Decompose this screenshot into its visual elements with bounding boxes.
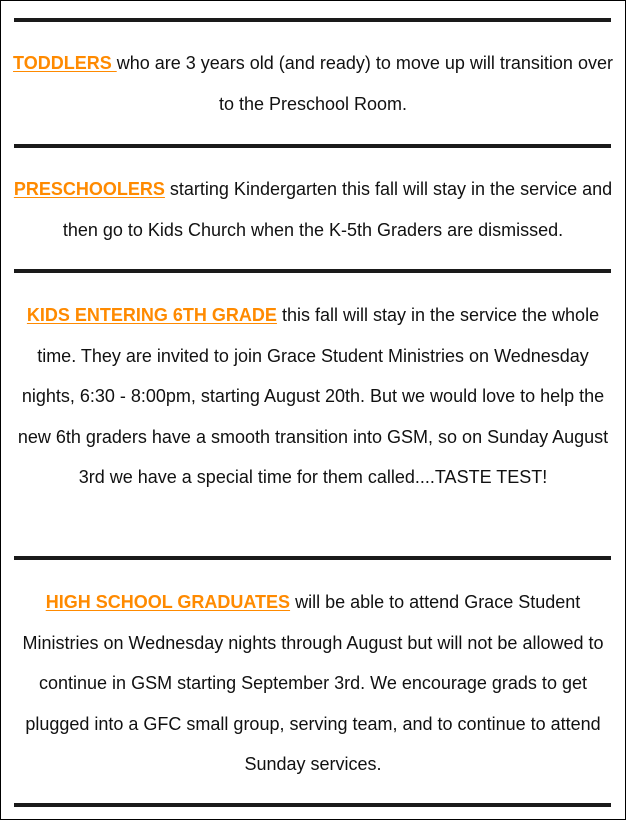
divider-rule xyxy=(14,556,611,560)
graduates-text: will be able to attend Grace Student Ministries on Wednesday nights through August but will not be allowed to continue in GSM starting September 3rd. We encourage grads to get plugged into a GFC small group, serving team, and to continue to attend Sunday services. xyxy=(22,592,604,774)
divider-rule xyxy=(14,803,611,807)
preschoolers-heading: PRESCHOOLERS xyxy=(13,179,165,199)
sixth-grade-heading: KIDS ENTERING 6TH GRADE xyxy=(26,305,277,325)
sixth-grade-section xyxy=(9,295,617,498)
preschoolers-text: starting Kindergarten this fall will stay in the service and then go to Kids Church when the K-5th Graders are dismissed. xyxy=(62,179,613,240)
preschoolers-section xyxy=(9,169,617,250)
toddlers-text: who are 3 years old (and ready) to move up will transition over to the Preschool Room. xyxy=(116,53,613,114)
sixth-grade-text: this fall will stay in the service the whole time. They are invited to join Grace Student Ministries on Wednesday nights, 6:30 - 8:00pm, starting August 20th. But we would love to help the new 6th graders have a smooth transition into GSM, so on Sunday August 3rd we have a special time for them called....TASTE TEST! xyxy=(17,305,609,487)
divider-rule xyxy=(14,269,611,273)
divider-rule xyxy=(14,18,611,22)
divider-rule xyxy=(14,144,611,148)
toddlers-heading: TODDLERS xyxy=(13,53,117,73)
toddlers-section xyxy=(9,43,617,124)
graduates-section xyxy=(9,582,617,785)
graduates-heading: HIGH SCHOOL GRADUATES xyxy=(45,592,291,612)
